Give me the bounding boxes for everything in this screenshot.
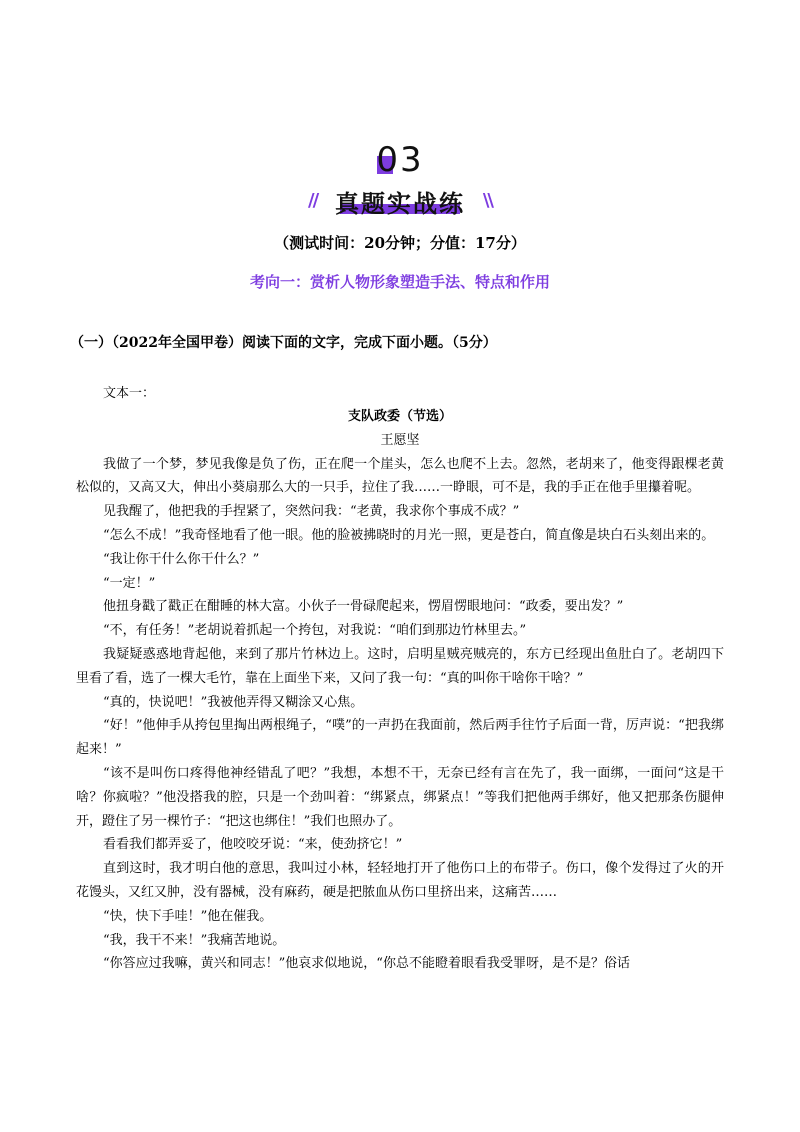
- paragraph: 直到这时，我才明白他的意思，我叫过小林，轻轻地打开了他伤口上的布带子。伤口，像个发得过了火的开花馒头，又红又肿，没有器械，没有麻药，硬是把脓血从伤口里挤出来，这痛苦……: [76, 861, 724, 900]
- paragraph: 我做了一个梦，梦见我像是负了伤，正在爬一个崖头，怎么也爬不上去。忽然，老胡来了，他变得跟棵老黄松似的，又高又大，伸出小葵扇那么大的一只手，拉住了我……一睁眼，可不是，我的手正在他手里攥着呢。: [76, 456, 724, 496]
- decorative-slash-left: //: [308, 190, 318, 211]
- paragraph: 他扭身戳了戳正在酣睡的林大富。小伙子一骨碌爬起来，愣眉愣眼地问：“政委，要出发？”: [103, 599, 624, 615]
- article-title: 支队政委（节选）: [347, 409, 452, 424]
- test-info: （测试时间：20分钟；分值：17分）: [274, 234, 526, 252]
- paragraph: “你答应过我嘛，黄兴和同志！”他哀求似地说，“你总不能瞪着眼看我受罪呀，是不是？俗话: [103, 956, 630, 972]
- paragraph: 见我醒了，他把我的手捏紧了，突然问我：“老黄，我求你个事成不成？”: [103, 504, 520, 520]
- paragraph: 我疑疑惑惑地背起他，来到了那片竹林边上。这时，启明星贼亮贼亮的，东方已经现出鱼肚白了。老胡四下里看了看，选了一棵大毛竹，靠在上面坐下来，又问了我一句：“真的叫你干啥你干啥？”: [76, 646, 724, 686]
- question-header: （一）（2022年全国甲卷）阅读下面的文字，完成下面小题。（5分）: [70, 335, 497, 351]
- text-label: 文本一：: [103, 386, 156, 401]
- title-block: [280, 184, 520, 220]
- paragraph: “一定！”: [103, 575, 156, 591]
- topic-heading: 考向一：赏析人物形象塑造手法、特点和作用: [249, 273, 550, 291]
- section-number-block: [340, 140, 460, 184]
- paragraph: “好！”他伸手从挎包里掏出两根绳子，“噗”的一声扔在我面前，然后两手往竹子后面一背，厉声说：“把我绑起来！”: [76, 718, 724, 758]
- paragraph: “快，快下手哇！”他在催我。: [103, 908, 273, 924]
- article: [76, 405, 724, 976]
- decorative-slash-right: \\: [482, 190, 492, 211]
- page-title: 真题实战练: [335, 190, 465, 218]
- paragraph: “该不是叫伤口疼得他神经错乱了吧？”我想，本想不干，无奈已经有言在先了，我一面绑，一面问“这是干啥？你疯啦？”他没搭我的腔，只是一个劲叫着：“绑紧点，绑紧点！”等我们把他两手绑好，他又把那条伤腿伸开，蹬住了另一棵竹子：“把这也绑住！”我们也照办了。: [76, 765, 724, 829]
- paragraph: “不，有任务！”老胡说着抓起一个挎包，对我说：“咱们到那边竹林里去。”: [103, 623, 527, 639]
- paragraph: 看看我们都弄妥了，他咬咬牙说：“来，使劲挤它！”: [103, 837, 403, 853]
- paragraph: “我让你干什么你干什么？”: [103, 551, 260, 567]
- paragraph: “我，我干不来！”我痛苦地说。: [103, 932, 286, 948]
- page-header: [0, 140, 800, 292]
- section-number: 03: [376, 140, 424, 180]
- paragraph: “真的，快说吧！”我被他弄得又糊涂又心焦。: [103, 694, 364, 710]
- paragraph: “怎么不成！”我奇怪地看了他一眼。他的脸被拂晓时的月光一照，更是苍白，简直像是块白石头刻出来的。: [103, 527, 715, 543]
- article-author: 王愿坚: [380, 432, 420, 448]
